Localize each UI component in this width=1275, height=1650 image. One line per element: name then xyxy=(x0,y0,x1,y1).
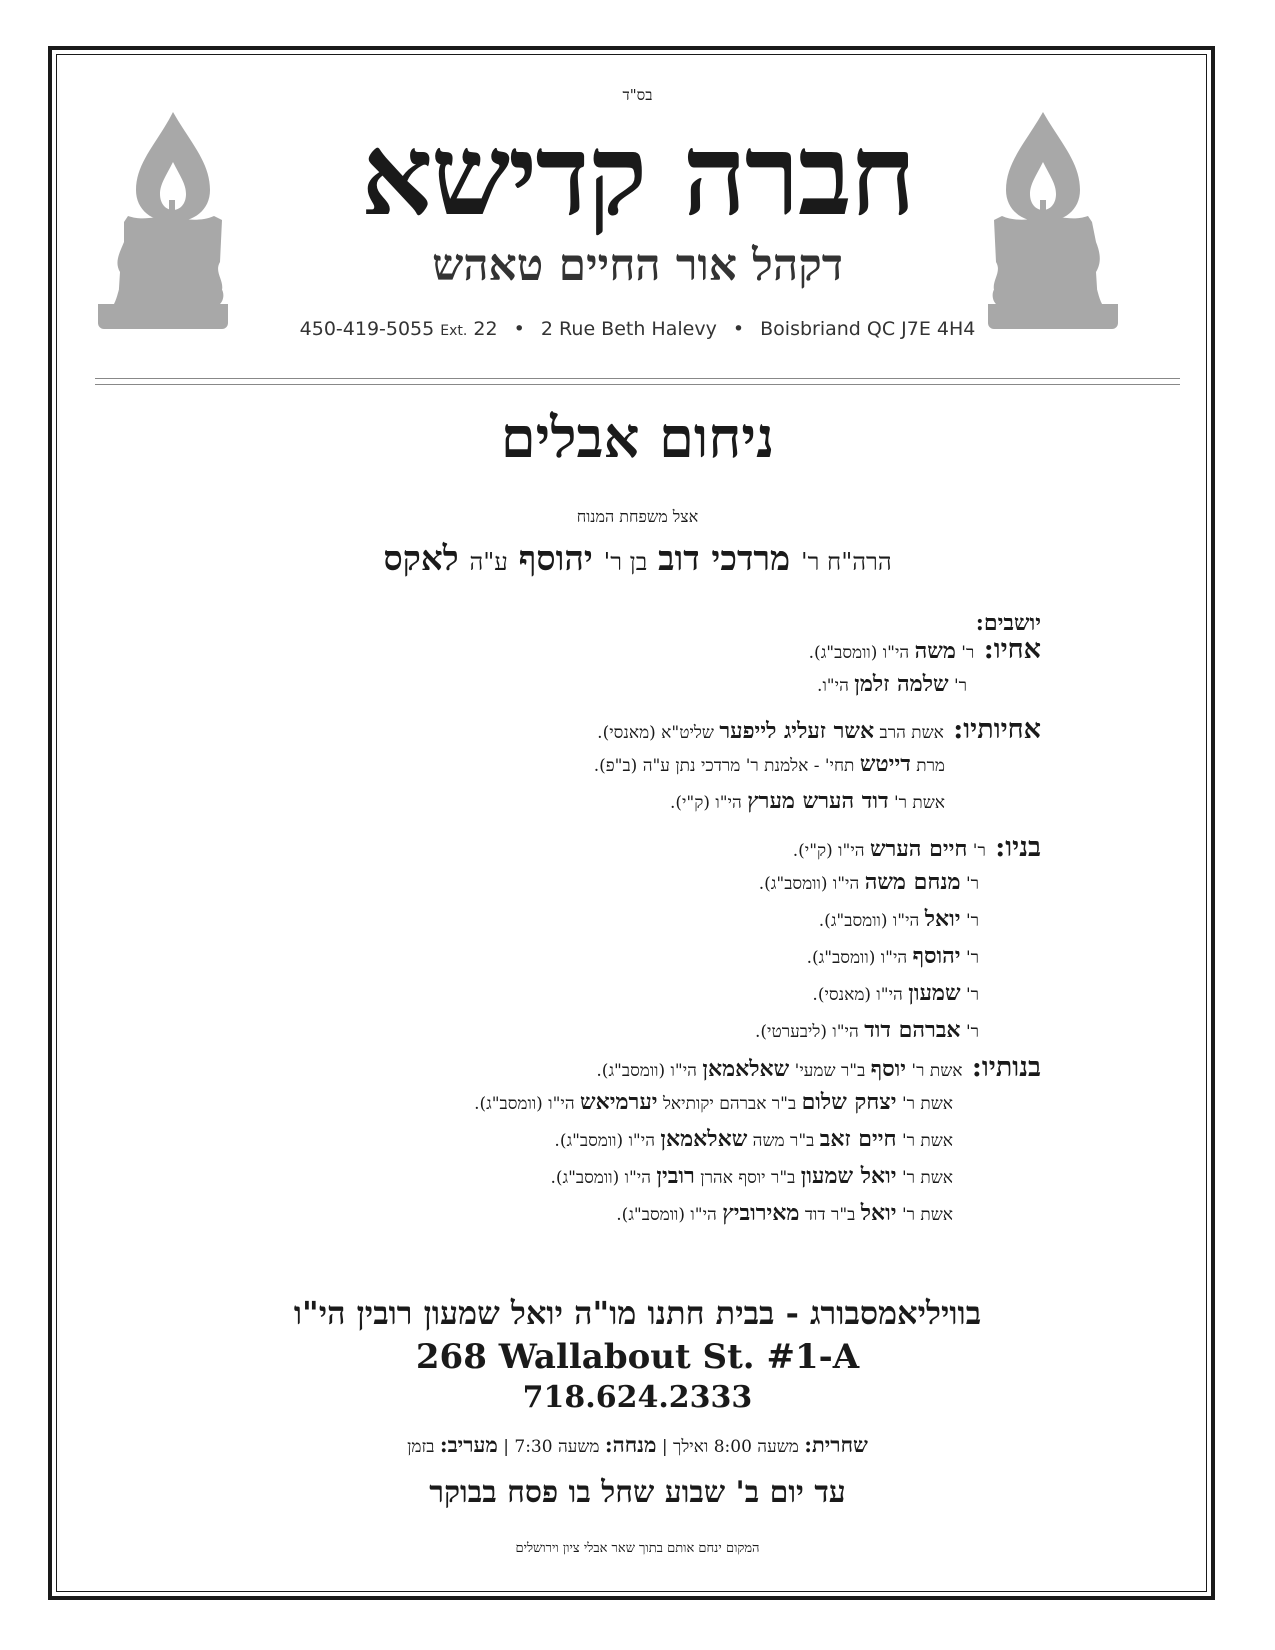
mourner-name: יוסף xyxy=(870,1056,907,1082)
deceased-prefix: הרה"ח ר' xyxy=(800,548,892,576)
mourner-detail: הי"ו (וומסב"ג). xyxy=(474,1094,581,1114)
until-line: עד יום ב' שבוע שחל בו פסח בבוקר xyxy=(429,1475,846,1510)
mourner-detail: הי"ו (וומסב"ג). xyxy=(806,948,913,968)
separator-dot: • xyxy=(732,318,745,340)
mourner-name: שלמה זלמן xyxy=(854,671,949,697)
contact-phone: 450-419-5055 xyxy=(299,318,435,340)
mourner-detail: ר' xyxy=(960,948,979,968)
mourner-line xyxy=(597,716,1041,743)
mourner-detail: תחי' - אלמנת ר' מרדכי נתן ע"ה (ב"פ). xyxy=(593,756,860,776)
mourner-detail: אשת ר' xyxy=(896,1205,953,1225)
mourner-line xyxy=(550,1165,953,1187)
mourner-name: יואל xyxy=(860,1200,897,1226)
mourner-name: שמעון xyxy=(908,980,961,1006)
times-separator: | xyxy=(503,1437,509,1457)
deceased-surname: לאקס xyxy=(383,539,459,579)
shacharit-label: שחרית: xyxy=(804,1432,868,1457)
mourner-detail: הי"ו (ק"י). xyxy=(669,793,748,813)
mourner-detail: ר' xyxy=(960,985,979,1005)
relation-label: אחיו: xyxy=(974,634,1041,665)
mourner-detail: הי"ו (מאנסי). xyxy=(812,985,909,1005)
mourner-detail: ר' xyxy=(960,874,979,894)
mourner-detail: ר' xyxy=(960,1022,979,1042)
mourner-detail: ב"ר יוסף אהרן xyxy=(694,1168,801,1188)
mourner-line xyxy=(809,636,1041,663)
mourner-name: שאלאמאן xyxy=(702,1056,790,1082)
mourner-name: שאלאמאן xyxy=(660,1126,748,1152)
mourner-name: חיים זאב xyxy=(819,1126,897,1152)
deceased-ben: בן ר' xyxy=(603,548,648,576)
mourner-line xyxy=(812,982,979,1004)
mourner-name: אשר זעליג לייפער xyxy=(719,718,875,744)
mourner-name: מאירוביץ xyxy=(722,1200,800,1226)
contact-ext-label: Ext. xyxy=(440,323,468,339)
mourner-line xyxy=(596,1054,1041,1081)
deceased-name xyxy=(90,539,1185,579)
mourner-name: מנחם משה xyxy=(864,869,961,895)
bsd-mark: בס"ד xyxy=(622,86,653,104)
mourner-name: יואל שמעון xyxy=(800,1163,897,1189)
mourner-detail: הי"ו (וומסב"ג). xyxy=(596,1061,703,1081)
deceased-first-name: מרדכי דוב xyxy=(658,539,791,579)
mourner-detail: אשת ר' xyxy=(888,793,945,813)
relation-label: בנותיו: xyxy=(962,1052,1041,1083)
mourner-name: יצחק שלום xyxy=(801,1089,897,1115)
mourner-detail: הי"ו. xyxy=(817,676,855,696)
organization-subtitle: דקהל אור החיים טאהש xyxy=(432,240,843,291)
maariv-label: מעריב: xyxy=(439,1432,498,1457)
mourner-line xyxy=(474,1091,953,1113)
mourner-line xyxy=(755,1019,979,1041)
divider xyxy=(95,384,1180,385)
mourner-detail: אשת ר' xyxy=(906,1061,963,1081)
mourner-detail: הי"ו (וומסב"ג). xyxy=(550,1168,657,1188)
mourner-detail: מרת xyxy=(910,756,945,776)
mourner-detail: הי"ו (ליבערטי). xyxy=(755,1022,865,1042)
mourner-detail: אשת ר' xyxy=(896,1094,953,1114)
mourner-detail: ר' xyxy=(955,643,975,663)
times-separator: | xyxy=(661,1437,668,1457)
mourner-line xyxy=(554,1128,953,1150)
mourner-detail: ב"ר דוד xyxy=(799,1205,861,1225)
mourner-name: משה xyxy=(914,638,956,664)
closing-blessing: המקום ינחם אותם בתוך שאר אבלי ציון וירושלים xyxy=(515,1541,760,1556)
prayer-times xyxy=(90,1432,1185,1458)
mincha-time: משעה 7:30 xyxy=(514,1437,600,1457)
maariv-time: בזמן xyxy=(407,1437,435,1457)
mourner-detail: הי"ו (וומסב"ג). xyxy=(808,643,915,663)
mourner-line xyxy=(807,945,979,967)
at-family-line: אצל משפחת המנוח xyxy=(576,507,699,526)
mourner-line xyxy=(616,1202,953,1224)
location-line: בוויליאמסבורג - בבית חתנו מו"ה יואל שמעון רובין הי"ו xyxy=(293,1294,982,1332)
notice-heading: ניחום אבלים xyxy=(500,405,775,471)
mourner-detail: אשת הרב xyxy=(874,723,944,743)
organization-title: חברה קדישא xyxy=(360,110,915,241)
location-address: 268 Wallabout St. #1-A xyxy=(415,1337,860,1377)
contact-line xyxy=(90,318,1185,340)
sitting-label: יושבים: xyxy=(975,610,1041,636)
mourner-name: חיים הערש xyxy=(869,836,968,862)
mourner-detail: הי"ו (וומסב"ג). xyxy=(616,1205,723,1225)
relation-label: בניו: xyxy=(985,832,1041,863)
mourner-name: דוד הערש מערץ xyxy=(747,788,889,814)
mourner-detail: אשת ר' xyxy=(896,1131,953,1151)
separator-dot: • xyxy=(513,318,525,340)
mourner-detail: אשת ר' xyxy=(896,1168,953,1188)
contact-street: 2 Rue Beth Halevy xyxy=(540,318,717,340)
contact-city: Boisbriand QC J7E 4H4 xyxy=(760,318,976,340)
mourner-line xyxy=(594,753,945,775)
mourner-detail: הי"ו (ק"י). xyxy=(792,841,870,861)
mourner-detail: ר' xyxy=(967,841,986,861)
mourner-detail: ר' xyxy=(960,911,979,931)
mourner-name: יערמיאש xyxy=(580,1089,658,1115)
mourner-detail: שליט"א (מאנסי). xyxy=(597,723,720,743)
mourner-detail: ר' xyxy=(948,676,967,696)
deceased-suffix: ע"ה xyxy=(469,548,508,576)
mourner-detail: הי"ו (וומסב"ג). xyxy=(758,874,865,894)
mourner-detail: הי"ו (וומסב"ג). xyxy=(818,911,925,931)
mourner-line xyxy=(670,790,945,812)
mourner-line xyxy=(793,834,1041,861)
mourner-line xyxy=(819,908,979,930)
mourner-name: רובין xyxy=(656,1163,695,1189)
shacharit-time: משעה 8:00 ואילך xyxy=(673,1437,799,1457)
mourner-name: יואל xyxy=(924,906,961,932)
contact-ext: 22 xyxy=(473,318,498,340)
mincha-label: מנחה: xyxy=(604,1432,657,1457)
mourner-name: אברהם דוד xyxy=(864,1017,961,1043)
location-phone: 718.624.2333 xyxy=(522,1380,753,1415)
mourner-line xyxy=(817,673,967,695)
mourner-detail: ב"ר אברהם יקותיאל xyxy=(657,1094,802,1114)
deceased-father-name: יהוסף xyxy=(518,539,593,579)
mourner-name: יהוסף xyxy=(912,943,961,969)
mourner-detail: ב"ר משה xyxy=(747,1131,820,1151)
mourner-detail: הי"ו (וומסב"ג). xyxy=(554,1131,661,1151)
mourner-name: דייטש xyxy=(859,751,911,777)
mourner-line xyxy=(759,871,979,893)
mourner-detail: ב"ר שמעי' xyxy=(789,1061,871,1081)
divider xyxy=(95,378,1180,379)
relation-label: אחיותיו: xyxy=(943,714,1041,745)
